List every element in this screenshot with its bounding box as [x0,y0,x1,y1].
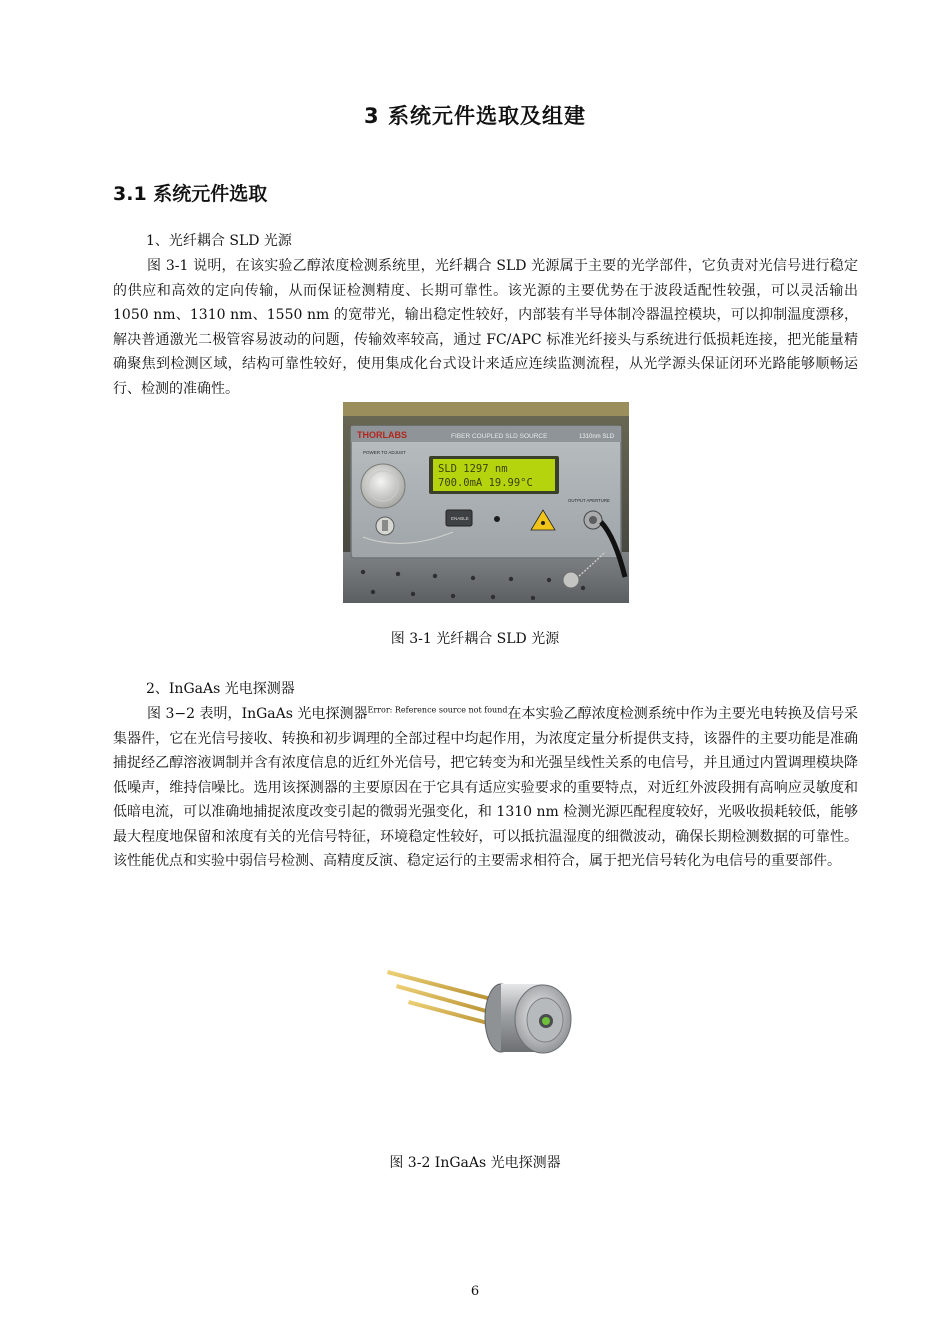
section-title: 3.1 系统元件选取 [113,183,268,205]
figure-caption-ingaas: 图 3-2 InGaAs 光电探测器 [389,1155,561,1171]
paragraph-ingaas-lead: 图 3−2 表明，InGaAs 光电探测器 [147,706,368,722]
knob-label: POWER TO ADJUST [363,450,406,455]
ingaas-detector-photo [383,962,583,1064]
dust-cap-icon [563,572,579,588]
sld-source-photo [343,402,629,603]
figure-ingaas-detector [383,962,583,1064]
brand-label: THORLABS [357,430,407,440]
paragraph-ingaas [113,702,858,874]
chapter-title: 3 系统元件选取及组建 [364,104,586,128]
enable-label: ENABLE [451,516,469,521]
output-label: OUTPUT APERTURE [568,498,610,503]
lcd-line-1: SLD 1297 nm [438,463,508,475]
lcd-line-2: 700.0mA 19.99°C [438,477,533,489]
page-number: 6 [470,1284,480,1299]
model-tag: 1310nm SLD [579,434,615,440]
figure-caption-sld: 图 3-1 光纤耦合 SLD 光源 [390,631,560,647]
item-heading-ingaas: 2、InGaAs 光电探测器 [146,681,295,697]
paragraph-sld: 图 3-1 说明，在该实验乙醇浓度检测系统里，光纤耦合 SLD 光源属于主要的光学部件，它负责对光信号进行稳定的供应和高效的定向传输，从而保证检测精度、长期可靠性。该光源的主要优势在于波段适配性较强，可以灵活输出 1050 nm、1310 nm、1550 nm 的宽带光，输出稳定性较好，内部装有半导体制冷器温控模块，可以抑制温度漂移，解决普通激光二极管容易波动的问题，传输效率较高，通过 FC/APC 标准光纤接头与系统进行低损耗连接，把光能量精确聚焦到检测区域，结构可靠性较好，使用集成化台式设计来适应连续监测流程，从光学源头保证闭环光路能够顺畅运行、检测的准确性。 [113,258,858,397]
paragraph-ingaas-rest: 在本实验乙醇浓度检测系统中作为主要光电转换及信号采集器件，它在光信号接收、转换和初步调理的全部过程中均起作用，为浓度定量分析提供支持，该器件的主要功能是准确捕捉经乙醇溶液调制并含有浓度信息的近红外光信号，把它转变为和光强呈线性关系的电信号，并且通过内置调理模块降低噪声，维持信噪比。选用该探测器的主要原因在于它具有适应实验要求的重要特点，对近红外波段拥有高响应灵敏度和低暗电流，可以准确地捕捉浓度改变引起的微弱光强变化，和 1310 nm 检测光源匹配程度较好，光吸收损耗较低，能够最大程度地保留和浓度有关的光信号特征，环境稳定性较好，可以抵抗温湿度的细微波动，确保长期检测数据的可靠性。该性能优点和实验中弱信号检测、高精度反演、稳定运行的主要需求相符合，属于把光信号转化为电信号的重要部件。 [113,706,858,869]
panel-title: FIBER COUPLED SLD SOURCE [451,433,548,440]
figure-sld-source [343,402,629,603]
led-indicator-icon [494,516,500,522]
item-heading-sld: 1、光纤耦合 SLD 光源 [146,233,292,249]
reference-error-note: Error: Reference source not found [367,705,508,715]
